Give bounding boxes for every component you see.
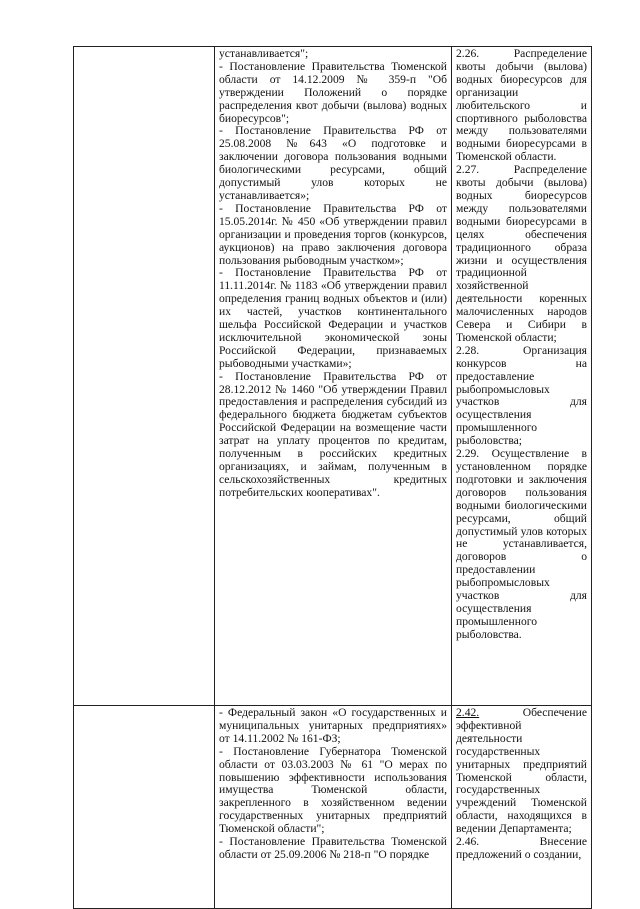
functions-table [73, 46, 592, 909]
function-cell [452, 47, 592, 706]
function-text: Обеспечение эффективной деятельности государственных унитарных предприятий Тюменской области, государственных учреждений Тюменской области, находящихся в ведении Департамента; [456, 706, 587, 836]
function-text: Внесение предложений о создании, [456, 835, 587, 861]
law-paragraph: - Постановление Правительства РФ от 25.08.2008 №643 «О подготовке и заключении договора пользования водными биологическими ресурсами, общий допустимый улов которых не устанавливается»; [219, 124, 447, 202]
legal-basis-cell [215, 706, 452, 909]
function-paragraph: 2.28. Организация конкурсов на предоставление рыбопромысловых участков для осуществления промышленного рыболовства; [456, 343, 587, 448]
law-paragraph: - Постановление Правительства РФ от 11.11.2014г. № 1183 «Об утверждении правил определения границ водных объектов и (или) их частей, участков континентального шельфа Российской Федерации и участков исключительной экономической зоны Российской Федерации, признаваемых рыбоводными участками»; [219, 266, 447, 370]
empty-cell [74, 47, 215, 706]
function-paragraph [456, 707, 587, 836]
function-paragraph: 2.26. Распределение квоты добычи (вылова) водных биоресурсов для организации любительского и спортивного рыболовства между пользователями водными биоресурсами в Тюменской области. [456, 47, 587, 164]
function-paragraph: 2.27. Распределение квоты добычи (вылова) водных биоресурсов между пользователями водными биоресурсами в целях обеспечения традиционного образа жизни и осуществления традиционной хозяйственной деятельности коренных малочисленных народов Севера и Сибири в Тюменской области; [456, 163, 587, 344]
function-number: 2.42. [456, 706, 480, 719]
legal-basis-cell [215, 47, 452, 706]
table-row [74, 47, 592, 706]
law-paragraph: - Постановление Правительства РФ от 28.12.2012 № 1460 "Об утверждении Правил предоставления и распределения субсидий из федерального бюджета бюджетам субъектов Российской Федерации на возмещение части затрат на уплату процентов по кредитам, полученным в российских кредитных организациях, и займам, полученным в сельскохозяйственных кредитных потребительских кооперативах". [219, 369, 447, 499]
law-paragraph: - Постановление Правительства Тюменской области от 14.12.2009 № 359-п "Об утверждении Положений о порядке распределения квот добычи (вылова) водных биоресурсов"; [219, 59, 447, 125]
law-paragraph: - Постановление Губернатора Тюменской области от 03.03.2003 № 61 "О мерах по повышению эффективности использования имущества Тюменской области, закрепленного в хозяйственном ведении государственных унитарных предприятий Тюменской области"; [219, 744, 447, 836]
function-cell [452, 706, 592, 909]
function-number: 2.46. [456, 835, 480, 849]
empty-cell [74, 706, 215, 909]
function-paragraph [456, 836, 587, 862]
law-paragraph: - Федеральный закон «О государственных и муниципальных унитарных предприятиях» от 14.11.2002 № 161-ФЗ; [219, 706, 447, 745]
table-row [74, 706, 592, 909]
law-paragraph: устанавливается"; [219, 47, 309, 60]
law-paragraph: - Постановление Правительства РФ от 15.05.2014г. № 450 «Об утверждении правил организации и проведения торгов (конкурсов, аукционов) на право заключения договора пользования рыбоводным участком»; [219, 201, 447, 267]
function-paragraph: 2.29. Осуществление в установленном порядке подготовки и заключения договоров пользования водными биологическими ресурсами, общий допустимый улов которых не устанавливается, договоров о предоставлении рыбопромысловых участков для осуществления промышленного рыболовства. [456, 447, 587, 641]
law-paragraph: - Постановление Правительства Тюменской области от 25.09.2006 № 218-п "О порядке [219, 835, 447, 861]
